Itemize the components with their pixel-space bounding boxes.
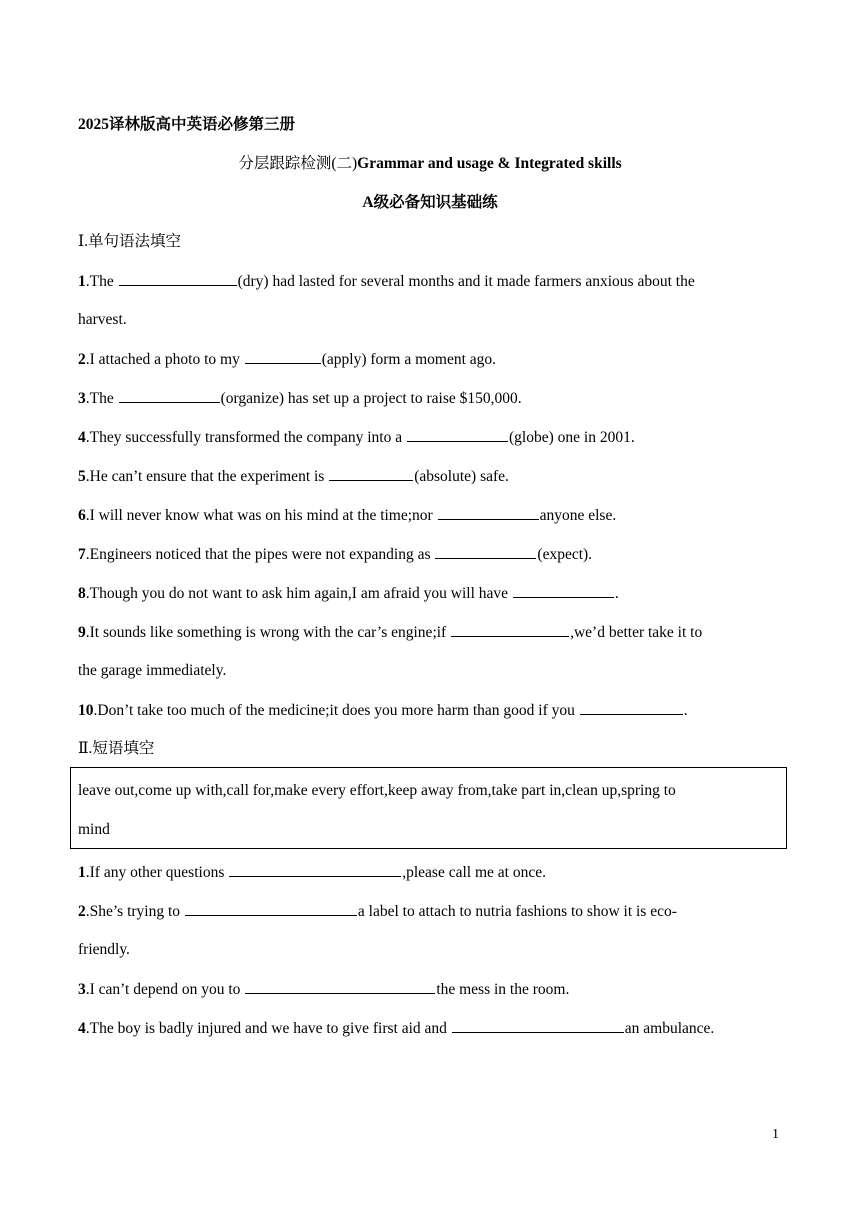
question-number: 8 bbox=[78, 585, 86, 602]
section2-title: Ⅱ.短语填空 bbox=[78, 740, 155, 757]
question-item bbox=[78, 901, 677, 922]
question-text: .The bbox=[85, 273, 118, 290]
answer-blank[interactable] bbox=[513, 583, 614, 598]
question-text: anyone else. bbox=[539, 507, 617, 524]
phrase-list-line: leave out,come up with,call for,make every effort,keep away from,take part in,clean up,spring to bbox=[78, 782, 676, 799]
question-item bbox=[78, 622, 702, 643]
question-text: .I will never know what was on his mind at the time;nor bbox=[85, 507, 437, 524]
question-text: .She’s trying to bbox=[85, 903, 184, 920]
question-text: .If any other questions bbox=[85, 864, 229, 881]
answer-blank[interactable] bbox=[329, 466, 413, 481]
question-continuation: friendly. bbox=[78, 941, 130, 958]
question-text: (dry) had lasted for several months and it made farmers anxious about the bbox=[237, 273, 695, 290]
question-item bbox=[78, 700, 688, 721]
question-number: 4 bbox=[78, 429, 86, 446]
question-text: the mess in the room. bbox=[436, 981, 570, 998]
question-item bbox=[78, 862, 546, 883]
answer-blank[interactable] bbox=[245, 349, 321, 364]
answer-blank[interactable] bbox=[229, 862, 401, 877]
question-text: (apply) form a moment ago. bbox=[321, 351, 497, 368]
question-number: 3 bbox=[78, 981, 86, 998]
question-item bbox=[78, 505, 616, 526]
question-text: (organize) has set up a project to raise $150,000. bbox=[220, 390, 522, 407]
question-text: . bbox=[614, 585, 619, 602]
phrase-box bbox=[70, 767, 787, 849]
question-number: 4 bbox=[78, 1020, 86, 1037]
question-number: 6 bbox=[78, 507, 86, 524]
question-text: .It sounds like something is wrong with the car’s engine;if bbox=[85, 624, 451, 641]
answer-blank[interactable] bbox=[185, 901, 357, 916]
question-text: . bbox=[683, 702, 688, 719]
question-item bbox=[78, 583, 619, 604]
question-number: 3 bbox=[78, 390, 86, 407]
question-item bbox=[78, 466, 509, 487]
question-item bbox=[78, 349, 496, 370]
question-text: (globe) one in 2001. bbox=[509, 429, 635, 446]
answer-blank[interactable] bbox=[452, 1018, 624, 1033]
question-item bbox=[78, 388, 522, 409]
question-text: a label to attach to nutria fashions to show it is eco- bbox=[357, 903, 677, 920]
answer-blank[interactable] bbox=[407, 427, 508, 442]
question-text: .The boy is badly injured and we have to give first aid and bbox=[85, 1020, 451, 1037]
question-text: .Though you do not want to ask him again,I am afraid you will have bbox=[85, 585, 512, 602]
question-text: .He can’t ensure that the experiment is bbox=[85, 468, 329, 485]
subtitle-cn: 分层跟踪检测(二) bbox=[238, 155, 358, 172]
question-number: 2 bbox=[78, 351, 86, 368]
question-number: 10 bbox=[78, 702, 94, 719]
question-text: ,we’d better take it to bbox=[570, 624, 703, 641]
question-text: ,please call me at once. bbox=[402, 864, 546, 881]
question-number: 7 bbox=[78, 546, 86, 563]
question-text: (expect). bbox=[537, 546, 593, 563]
subtitle bbox=[0, 154, 860, 174]
question-number: 9 bbox=[78, 624, 86, 641]
question-item bbox=[78, 1018, 714, 1039]
question-number: 1 bbox=[78, 273, 86, 290]
subtitle-en: Grammar and usage & Integrated skills bbox=[357, 155, 622, 172]
answer-blank[interactable] bbox=[435, 544, 536, 559]
question-item bbox=[78, 979, 569, 1000]
question-number: 5 bbox=[78, 468, 86, 485]
question-number: 2 bbox=[78, 903, 86, 920]
question-continuation: the garage immediately. bbox=[78, 662, 227, 679]
question-item bbox=[78, 427, 635, 448]
question-text: .Don’t take too much of the medicine;it does you more harm than good if you bbox=[93, 702, 579, 719]
document-title: 2025译林版高中英语必修第三册 bbox=[78, 116, 296, 133]
question-text: (absolute) safe. bbox=[414, 468, 509, 485]
question-text: .They successfully transformed the company into a bbox=[85, 429, 406, 446]
answer-blank[interactable] bbox=[438, 505, 539, 520]
question-continuation: harvest. bbox=[78, 311, 127, 328]
page-number: 1 bbox=[772, 1127, 779, 1142]
answer-blank[interactable] bbox=[119, 388, 220, 403]
level-heading: A级必备知识基础练 bbox=[362, 194, 498, 211]
question-text: .I can’t depend on you to bbox=[85, 981, 245, 998]
answer-blank[interactable] bbox=[119, 271, 237, 286]
question-item bbox=[78, 544, 592, 565]
question-text: an ambulance. bbox=[624, 1020, 715, 1037]
question-text: .The bbox=[85, 390, 118, 407]
question-text: .Engineers noticed that the pipes were not expanding as bbox=[85, 546, 435, 563]
section1-title: Ⅰ.单句语法填空 bbox=[78, 233, 181, 250]
question-number: 1 bbox=[78, 864, 86, 881]
answer-blank[interactable] bbox=[451, 622, 569, 637]
phrase-list-line: mind bbox=[78, 821, 110, 838]
question-text: .I attached a photo to my bbox=[85, 351, 244, 368]
answer-blank[interactable] bbox=[245, 979, 435, 994]
answer-blank[interactable] bbox=[580, 700, 683, 715]
question-item bbox=[78, 271, 695, 292]
